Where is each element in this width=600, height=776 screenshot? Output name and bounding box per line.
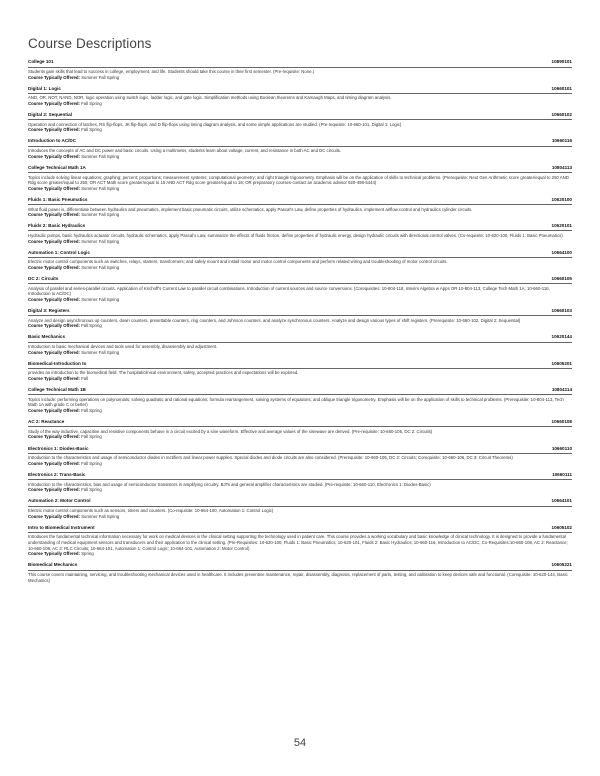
course-name: Biomedical Mechanics (28, 562, 78, 568)
course-description: Hydraulic pumps, basic hydraulics actuator circuits, hydraulic schematics, apply Pascal's Law, summarize the effects of fluids friction, define properties of hydraulic energy, design hydraulic circuits with directional control valves. (Co-requisite: 10-620-100, Fluids 1: Basic Pneumatics) (28, 232, 563, 238)
offered-terms: Fall Spring (81, 127, 102, 133)
course-code: 10660105 (551, 275, 572, 281)
course-description: Operation and connection of latches, RS flip-flops, JK flip-flops, and D flip-flops using timing diagram analysis, and some simple applications are studied. (Pre-requisite: 10-660-101, Digital 1: Logic) (28, 121, 402, 127)
course-entry (28, 83, 572, 107)
course-description: provides an introduction to the biomedical field. The hospital/clinical environment, safety, accepted practices and expectations will be explored. (28, 370, 299, 376)
course-code: 10660116 (551, 138, 572, 144)
offered-label: Course Typically Offered: (28, 153, 80, 159)
offered-terms: Fall Spring (81, 460, 102, 466)
course-header (28, 306, 572, 317)
course-offered (28, 239, 572, 245)
offered-label: Course Typically Offered: (28, 212, 80, 218)
course-header (28, 136, 572, 147)
course-header (28, 385, 572, 396)
course-code: 10890101 (551, 59, 572, 65)
course-entry (28, 385, 572, 415)
course-offered (28, 265, 572, 271)
course-offered (28, 297, 572, 303)
course-code: 10664100 (551, 249, 572, 255)
course-description: AND, OR, NOT, NAND, NOR, logic operation using switch logic, ladder logic, and gate logic. Simplification methods using Boolean theorems and Karnaugh Maps, and timing diagram analysis. (28, 95, 392, 101)
course-entry (28, 57, 572, 81)
course-entry (28, 417, 572, 441)
offered-terms: Fall Spring (81, 100, 102, 106)
course-entry (28, 221, 572, 245)
course-offered (28, 127, 572, 133)
course-header (28, 417, 572, 428)
offered-terms: Summer Fall Spring (81, 153, 120, 159)
offered-label: Course Typically Offered: (28, 74, 80, 80)
course-description: Introduction to the characteristics and usage of semiconductor diodes in rectifiers and linear power supplies. Special diodes and diode circuits are also considered. (Prerequisite: 10-660-105, DC 2: Circuits; Corequisite: 10-660-106, DC 3: Circuit Theorems) (28, 455, 513, 461)
course-header (28, 247, 572, 258)
course-code: 10660111 (552, 471, 572, 477)
offered-label: Course Typically Offered: (28, 513, 80, 519)
offered-label: Course Typically Offered: (28, 264, 80, 270)
course-name: Digital 2: Sequential (28, 112, 72, 118)
course-header (28, 163, 572, 174)
course-code: 10660103 (551, 307, 572, 313)
course-offered (28, 186, 572, 192)
course-offered (28, 514, 572, 520)
offered-terms: Summer Fall Spring (81, 212, 120, 218)
course-header (28, 522, 572, 533)
course-code: 10660108 (551, 419, 572, 425)
course-description: Introduction to basic mechanical devices and tools used for assembly, disassembly and adjustment. (28, 344, 218, 350)
course-code: 10620101 (551, 223, 572, 229)
offered-label: Course Typically Offered: (28, 323, 80, 329)
course-header (28, 470, 572, 481)
course-description: Analyze and design asynchronous up counters, down counters, presettable counters, ring counters, and Johnson counters, and analyze synchronous counters. Analyze and design various types of shift registers. (Prerequisite: 10-660-102, Digital 2: Sequential) (28, 317, 521, 323)
offered-label: Course Typically Offered: (28, 238, 80, 244)
course-name: Biomedical-Introduction to (28, 360, 87, 366)
offered-terms: Fall (81, 376, 89, 382)
course-code: 10664101 (551, 498, 572, 504)
course-name: Introduction to AC/DC (28, 138, 77, 144)
course-entry (28, 332, 572, 356)
course-name: College Technical Math 1A (28, 164, 86, 170)
course-name: Electronics 1: Diodes-Basic (28, 445, 89, 451)
offered-terms: Summer Fall Spring (81, 296, 120, 302)
course-header (28, 221, 572, 232)
course-header (28, 332, 572, 343)
course-list (28, 57, 572, 586)
course-offered (28, 212, 572, 218)
offered-label: Course Typically Offered: (28, 349, 80, 355)
offered-terms: Summer Fall Spring (81, 513, 120, 519)
offered-terms: Fall Spring (81, 434, 102, 440)
course-header (28, 274, 572, 285)
course-entry (28, 110, 572, 134)
course-entry (28, 522, 572, 558)
course-code: 10660110 (551, 445, 572, 451)
course-name: Fluids 1: Basic Pneumatics (28, 196, 88, 202)
offered-terms: Fall Spring (81, 323, 102, 329)
course-offered (28, 376, 572, 382)
offered-terms: Fall Spring (81, 408, 102, 414)
course-name: Basic Mechanics (28, 334, 66, 340)
offered-label: Course Typically Offered: (28, 100, 80, 106)
course-description: Electric motor control components such as switches, relays, starters, transformers; and safely mount and install motor and motor control components and perform related wiring and troubleshooting of motor control circuits. (28, 259, 448, 265)
course-description: Introduction to the characteristics, bias and usage of semiconductor transistors in amplifying circuitry. BJTs and general amplifier characteristics are studied. (Pre-requisite: 10-660-110, Electronics 1: Diodes-Basic) (28, 481, 431, 487)
course-entry (28, 247, 572, 271)
course-offered (28, 75, 572, 81)
course-offered (28, 408, 572, 414)
course-entry (28, 560, 572, 584)
course-offered (28, 154, 572, 160)
course-name: Digital 3: Registers (28, 307, 70, 313)
offered-label: Course Typically Offered: (28, 408, 80, 414)
course-code: 10660101 (551, 85, 572, 91)
course-description: Students gain skills that lead to success in college, employment, and life. Students should take this course in their first semester. (Pre-requisite: None.) (28, 69, 315, 74)
course-name: College 101 (28, 59, 54, 65)
course-entry (28, 136, 572, 160)
course-header (28, 110, 572, 121)
offered-label: Course Typically Offered: (28, 127, 80, 133)
offered-label: Course Typically Offered: (28, 434, 80, 440)
offered-label: Course Typically Offered: (28, 460, 80, 466)
course-offered (28, 101, 572, 107)
course-description: Analysis of parallel and series-parallel circuits. Application of Kirchoff's Current Law to parallel circuit combinations. Introduction of current sources and source conversions. (Corequisites: 10-804-118, Interim Algebra w Apps OR 10-804-113, College Tech Math 1A; 10-660-116, Introduction to AC/DC) (28, 285, 550, 297)
course-code: 10605102 (551, 524, 572, 530)
course-name: Intro to Biomedical Instrument (28, 524, 95, 530)
course-name: Digital 1: Logic (28, 85, 61, 91)
offered-terms: Spring (81, 551, 94, 557)
course-header (28, 358, 572, 369)
course-header (28, 443, 572, 454)
course-description: Study of the way inductive, capacitive and resistive components behave in a circuit excited by a sine waveform. Effective and average values of the sinewave are derived. (Pre-requisite: 10-660-105, DC 2: Circuits) (28, 428, 433, 434)
course-offered (28, 487, 572, 493)
page-title: Course Descriptions (28, 36, 152, 51)
offered-terms: Summer Fall Spring (81, 185, 120, 191)
course-name: AC 2: Reactance (28, 419, 65, 425)
course-description: Electric motor control components such as sensors, timers and counters. (Co-requisite: 10-664-100, Automation 1: Control Logic) (28, 508, 274, 514)
offered-terms: Summer Fall Spring (81, 74, 120, 80)
offered-terms: Summer Fall Spring (81, 264, 120, 270)
course-entry (28, 358, 572, 382)
course-entry (28, 443, 572, 467)
course-header (28, 195, 572, 206)
offered-label: Course Typically Offered: (28, 376, 80, 382)
course-entry (28, 306, 572, 330)
course-header (28, 83, 572, 94)
course-code: 10605221 (551, 562, 572, 568)
course-description: Topics include: performing operations on polynomials; solving quadratic and rational equations; formula rearrangement, solving systems of equations; and oblique triangle trigonometry. Emphasis will be on the application of skills to technical problems. (Prerequisite: 10-804-113, Tech Math 1A with grade C or better) (28, 396, 564, 408)
course-name: DC 2: Circuits (28, 275, 59, 281)
offered-terms: Fall Spring (81, 487, 102, 493)
course-offered (28, 551, 572, 557)
offered-terms: Summer Fall Spring (81, 238, 120, 244)
course-description: Topics include solving linear equations; graphing; percent; proportions; measurement systems; computational geometry; and right triangle trigonometry. Emphasis will be on the application of skills to technical problems. (Prerequisite: Next Gen Arithmetic score greater/equal to 250 AND Rdg score greater/equal to 250, OR ACT Math score greater/equal to 15 AND ACT Rdg score greater/equal to 16; OR preparatory courses-contact an academic advisor 920-498-5444) (28, 174, 569, 186)
course-offered (28, 350, 572, 356)
offered-terms: Summer Fall Spring (81, 349, 120, 355)
course-header (28, 57, 572, 68)
course-code: 10660102 (551, 112, 572, 118)
course-code: 10804113 (551, 164, 572, 170)
course-name: Electronics 2: Trans-Basic (28, 471, 86, 477)
course-entry (28, 470, 572, 494)
offered-label: Course Typically Offered: (28, 551, 80, 557)
course-offered (28, 461, 572, 467)
course-code: 10605201 (551, 360, 572, 366)
offered-label: Course Typically Offered: (28, 296, 80, 302)
course-description: What fluid power is, differentiate between hydraulics and pneumatics, implement basic pneumatic circuits, utilize schematics, apply Pascal's Law, define properties of hydraulics, implement airflow control and hydraulics cylinder circuits. (28, 206, 473, 212)
course-header (28, 560, 572, 571)
offered-label: Course Typically Offered: (28, 487, 80, 493)
course-entry (28, 496, 572, 520)
page-number: 54 (293, 737, 307, 749)
course-offered (28, 323, 572, 329)
course-description: Introduces the concepts of AC and DC power and basic circuits. Using a multimeter, students learn about voltage, current, and resistance in both AC and DC circuits. (28, 148, 342, 154)
course-code: 10620100 (551, 196, 572, 202)
course-description: Introduces the fundamental technical information necessary for work on medical devices in the clinical setting supporting the technology used in patient care. This course provides a working vocabulary and basic knowledge of clinical technology. It is designed to provide a fundamental understanding of medical equipment sensors and transducers and their application to the clinical setting. (Pre-Requisites: 10-620-100, Fluids 1: Basic Pneumatics; 10-620-101, Fluids 2: Basic Hydraulics; 10-660-116, Introduction to AC/DC; Co-Requisites:10-660-108, AC 2: Reactance; 10-660-109, AC 3: RLC Circuits; 10-664-101, Automation 1: Control Logic; 10-664-101, Automation 2: Motor Control) (28, 534, 568, 551)
course-name: Automation 2: Motor Control (28, 498, 91, 504)
course-entry (28, 274, 572, 304)
course-description: This course covers maintaining, servicing, and troubleshooting mechanical devices used in healthcare. It includes preventive maintenance, repair, disassembly, diagnosis, replacement of parts, testing, and calibration to keep devices safe and functional. (Corequisite: 10-620-144, Basic Mechanics) (28, 572, 568, 583)
course-name: Fluids 2: Basic Hydraulics (28, 223, 86, 229)
course-code: 10804114 (551, 387, 572, 393)
course-offered (28, 434, 572, 440)
offered-label: Course Typically Offered: (28, 185, 80, 191)
course-code: 10620144 (551, 334, 572, 340)
course-entry (28, 163, 572, 193)
course-name: Automation 1: Control Logic (28, 249, 91, 255)
course-name: College Technical Math 1B (28, 387, 86, 393)
course-header (28, 496, 572, 507)
course-entry (28, 195, 572, 219)
